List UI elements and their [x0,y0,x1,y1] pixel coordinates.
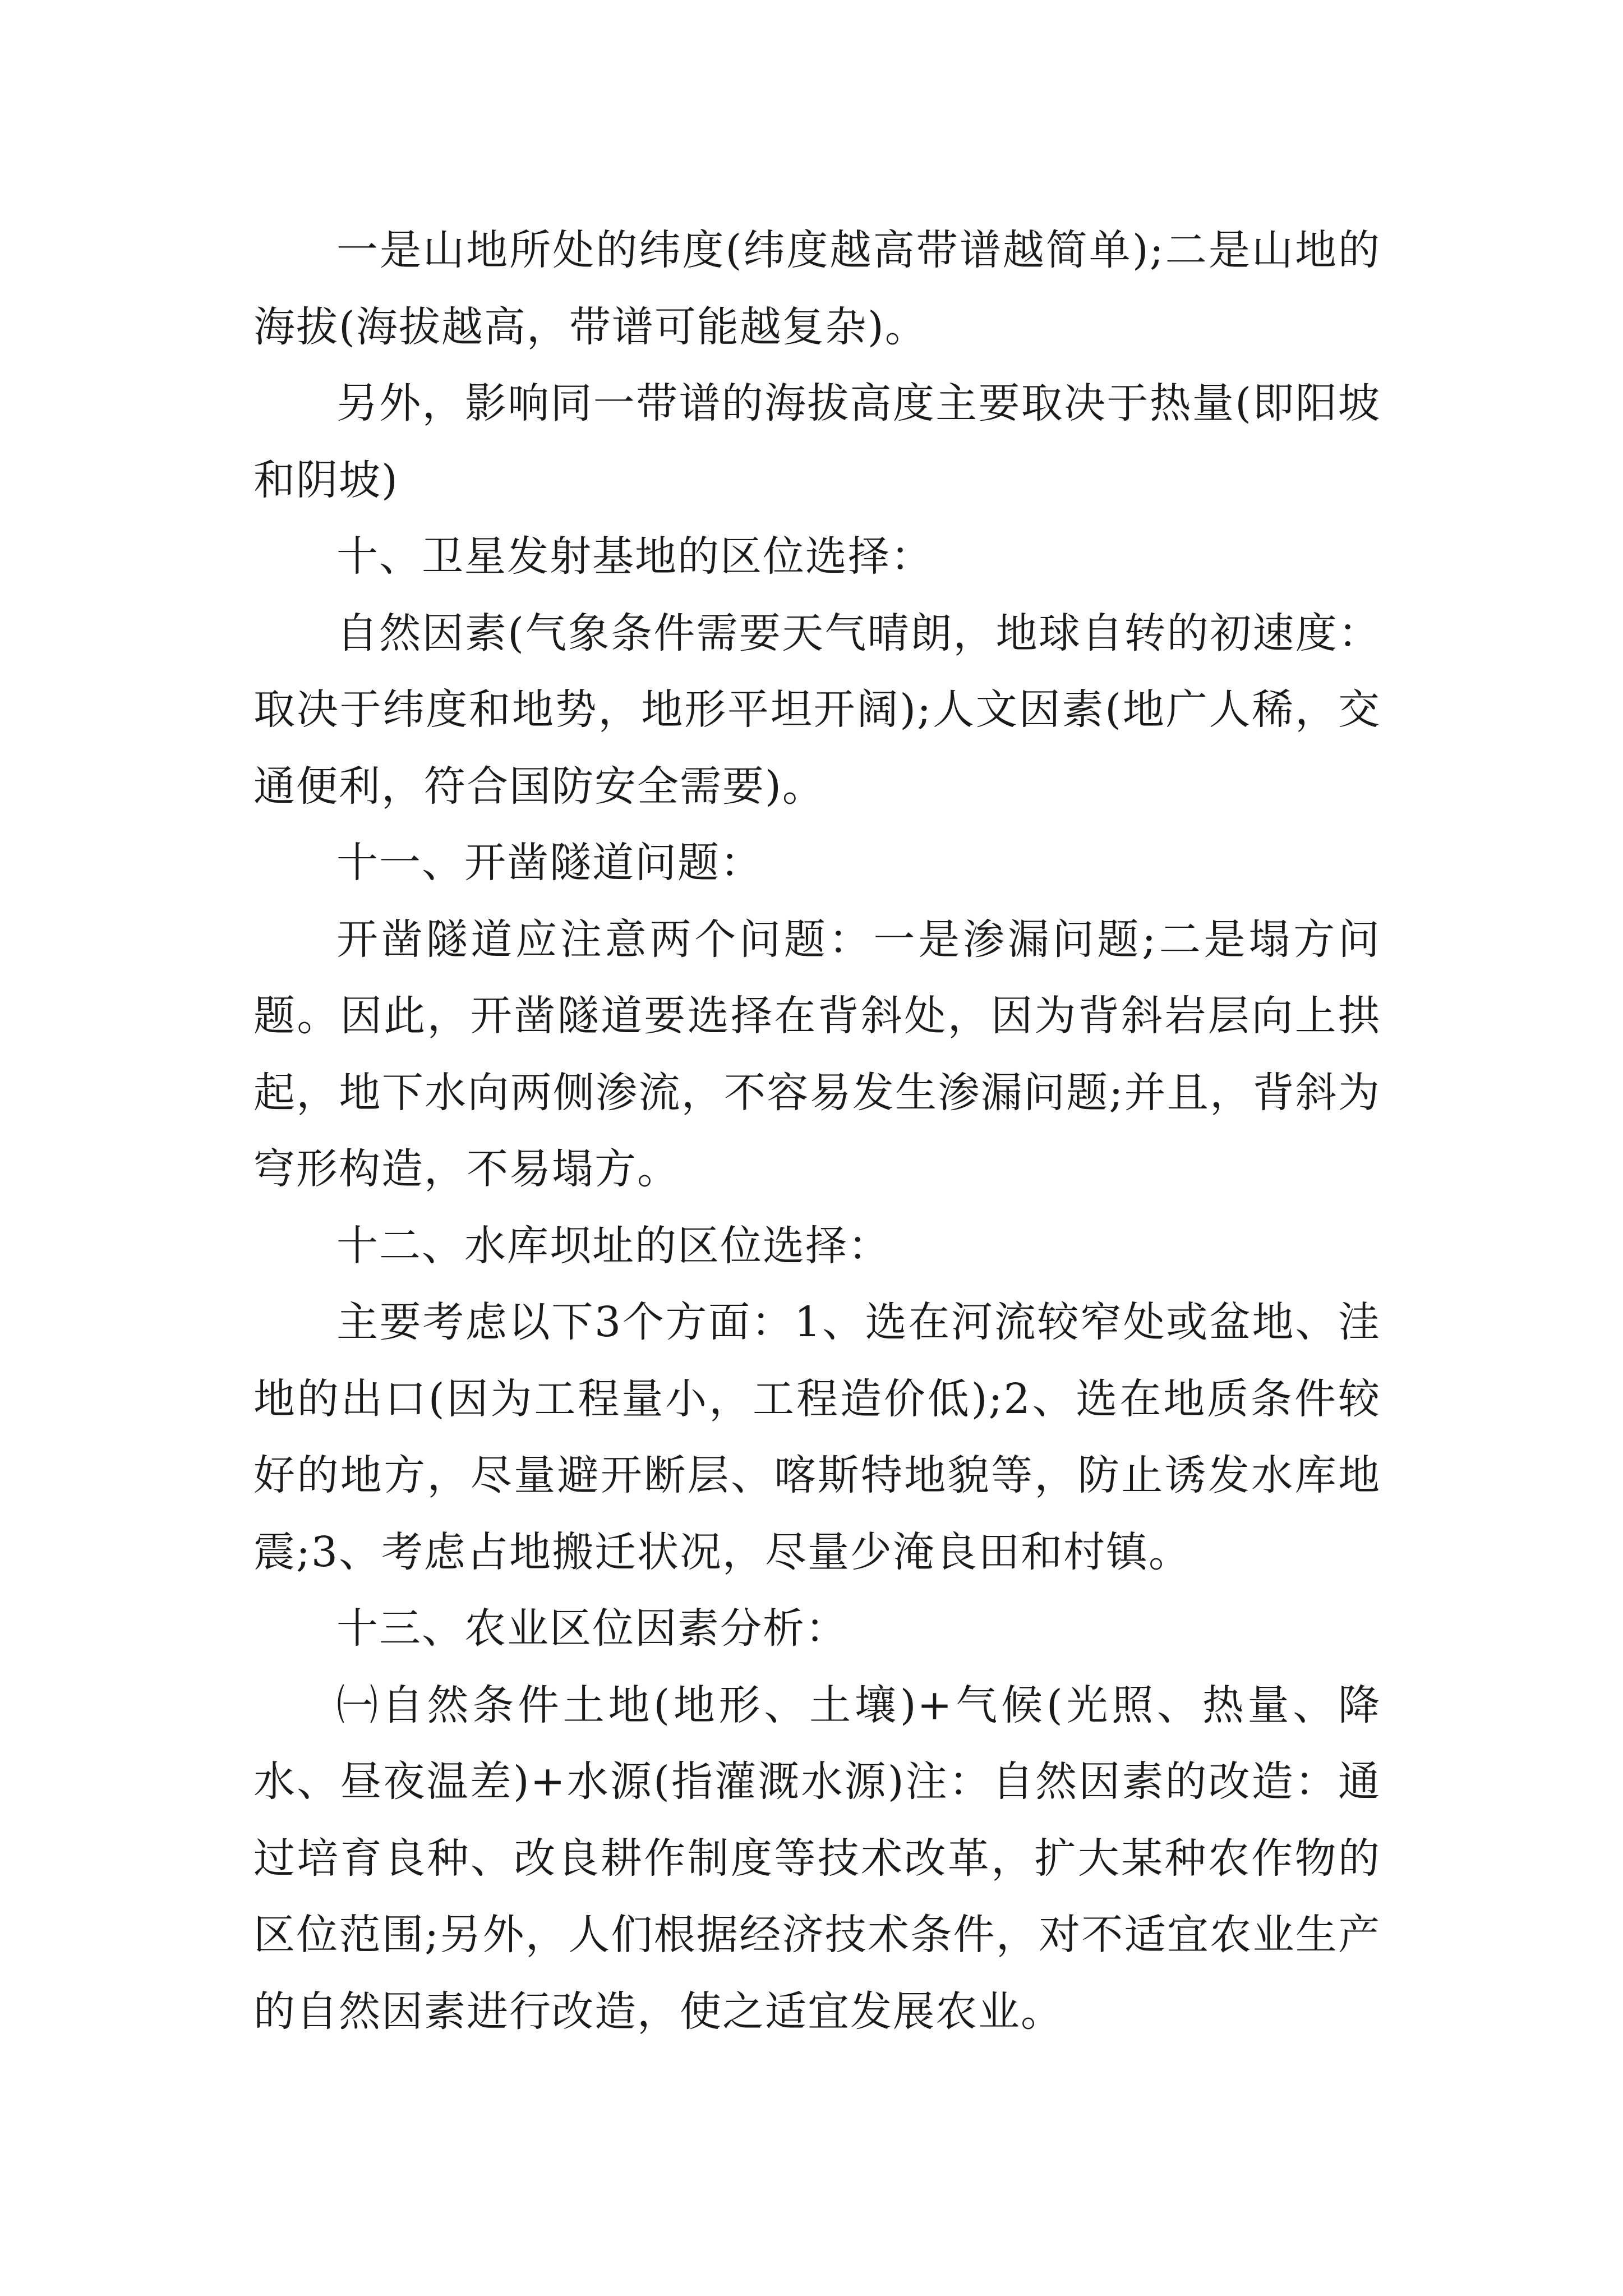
paragraph-reservoir-dam: 主要考虑以下3个方面：1、选在河流较窄处或盆地、洼地的出口(因为工程量小，工程造价低);2、选在地质条件较好的地方，尽量避开断层、喀斯特地貌等，防止诱发水库地震;3、考虑占地搬迁状况，尽量少淹良田和村镇。 [253,1298,1381,1576]
document-body [253,212,1381,2050]
heading-reservoir-dam: 十二、水库坝址的区位选择： [336,1221,891,1270]
paragraph-altitude-heat: 另外，影响同一带谱的海拔高度主要取决于热量(即阳坡和阴坡) [253,379,1381,504]
heading-satellite-base: 十、卫星发射基地的区位选择： [336,532,933,581]
paragraph-agriculture-natural: ㈠自然条件土地(地形、土壤)+气候(光照、热量、降水、昼夜温差)+水源(指灌溉水源)注：自然因素的改造：通过培育良种、改良耕作制度等技术改革，扩大某种农作物的区位范围;另外，人们根据经济技术条件，对不适宜农业生产的自然因素进行改造，使之适宜发展农业。 [253,1681,1381,2036]
paragraph-tunnel: 开凿隧道应注意两个问题：一是渗漏问题;二是塌方问题。因此，开凿隧道要选择在背斜处，因为背斜岩层向上拱起，地下水向两侧渗流，不容易发生渗漏问题;并且，背斜为穹形构造，不易塌方。 [253,915,1381,1193]
paragraph-satellite-factors: 自然因素(气象条件需要天气晴朗，地球自转的初速度：取决于纬度和地势，地形平坦开阔);人文因素(地广人稀，交通便利，符合国防安全需要)。 [253,609,1381,811]
heading-tunnel: 十一、开凿隧道问题： [336,839,763,887]
paragraph-mountain-zones: 一是山地所处的纬度(纬度越高带谱越简单);二是山地的海拔(海拔越高，带谱可能越复杂)。 [253,226,1381,351]
heading-agriculture: 十三、农业区位因素分析： [336,1604,848,1653]
